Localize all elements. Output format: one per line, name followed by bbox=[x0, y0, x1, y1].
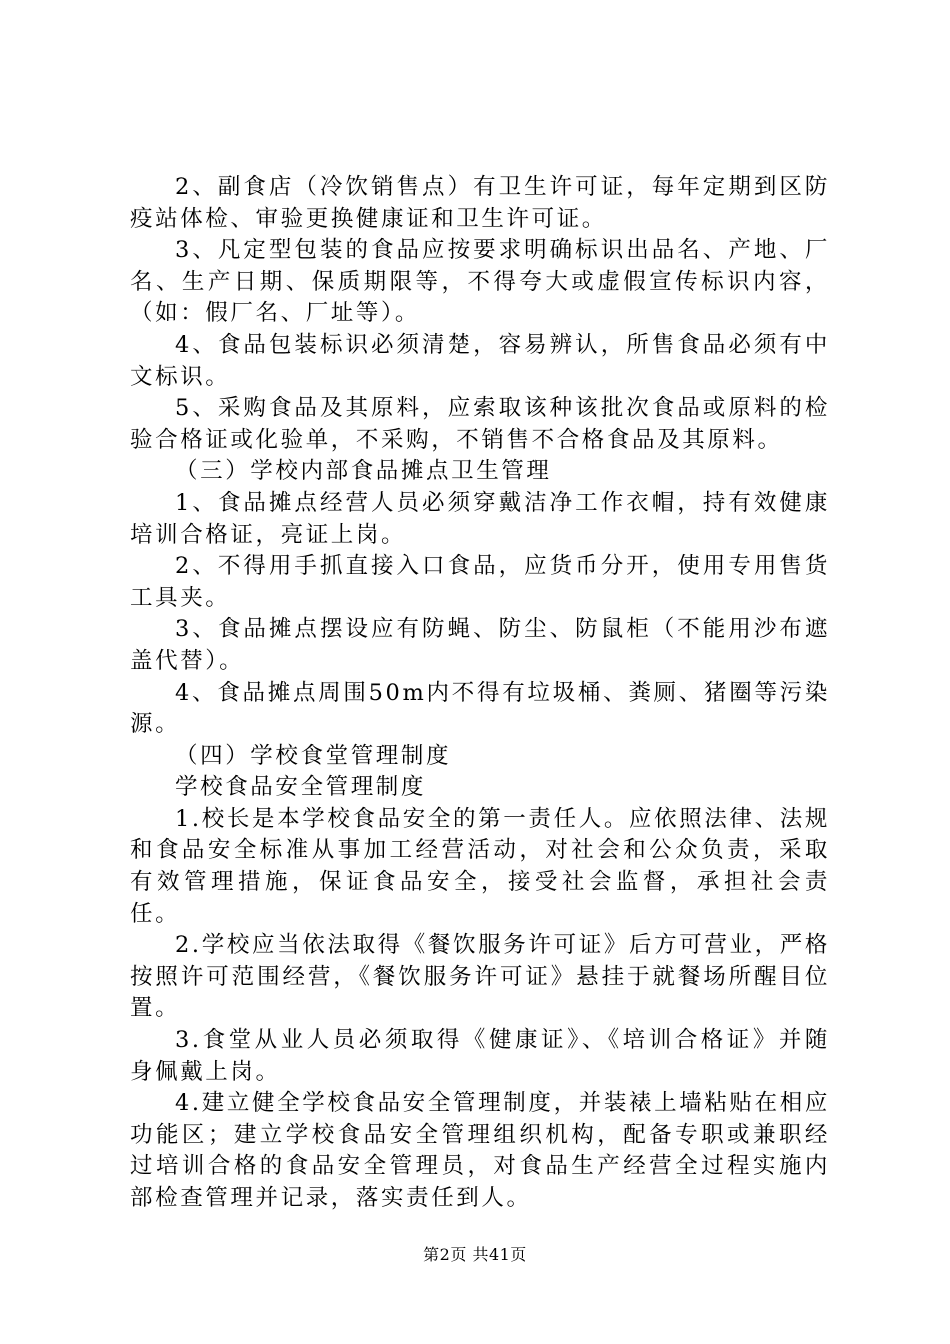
page-number-footer: 第2页 共41页 bbox=[423, 1245, 527, 1264]
paragraph-purchase-certificates: 5、采购食品及其原料，应索取该种该批次食品或原料的检验合格证或化验单，不采购，不销售不合格食品及其原料。 bbox=[130, 395, 830, 453]
document-body bbox=[130, 172, 830, 1215]
paragraph-service-license: 2.学校应当依法取得《餐饮服务许可证》后方可营业，严格按照许可范围经营，《餐饮服务许可证》悬挂于就餐场所醒目位置。 bbox=[130, 932, 830, 1022]
paragraph-chinese-labels: 4、食品包装标识必须清楚，容易辨认，所售食品必须有中文标识。 bbox=[130, 331, 830, 390]
paragraph-pollution-distance: 4、食品摊点周围50m内不得有垃圾桶、粪厕、猪圈等污染源。 bbox=[130, 679, 830, 738]
paragraph-stall-staff: 1、食品摊点经营人员必须穿戴洁净工作衣帽，持有效健康培训合格证，亮证上岗。 bbox=[130, 489, 830, 548]
paragraph-protective-cabinets: 3、食品摊点摆设应有防蝇、防尘、防鼠柜（不能用沙布遮盖代替）。 bbox=[130, 616, 830, 674]
paragraph-management-system: 4.建立健全学校食品安全管理制度，并装裱上墙粘贴在相应功能区；建立学校食品安全管理组织机构，配备专职或兼职经过培训合格的食品安全管理员，对食品生产经营全过程实施内部检查管理并记录，落实责任到人。 bbox=[130, 1090, 830, 1211]
section-heading-food-stalls: （三）学校内部食品摊点卫生管理 bbox=[175, 458, 552, 485]
paragraph-packaged-food-labeling: 3、凡定型包装的食品应按要求明确标识出品名、产地、厂名、生产日期、保质期限等，不得夸大或虚假宣传标识内容，（如：假厂名、厂址等）。 bbox=[130, 237, 830, 327]
subheading-food-safety-rules: 学校食品安全管理制度 bbox=[175, 774, 427, 801]
paragraph-principal-responsibility: 1.校长是本学校食品安全的第一责任人。应依照法律、法规和食品安全标准从事加工经营活动，对社会和公众负责，采取有效管理措施，保证食品安全，接受社会监督，承担社会责任。 bbox=[130, 805, 830, 927]
paragraph-staff-certificates: 3.食堂从业人员必须取得《健康证》、《培训合格证》并随身佩戴上岗。 bbox=[130, 1027, 830, 1085]
paragraph-store-license: 2、副食店（冷饮销售点）有卫生许可证，每年定期到区防疫站体检、审验更换健康证和卫生许可证。 bbox=[130, 174, 830, 232]
section-heading-canteen-rules: （四）学校食堂管理制度 bbox=[175, 742, 452, 769]
paragraph-no-hand-contact: 2、不得用手抓直接入口食品，应货币分开，使用专用售货工具夹。 bbox=[130, 553, 830, 611]
